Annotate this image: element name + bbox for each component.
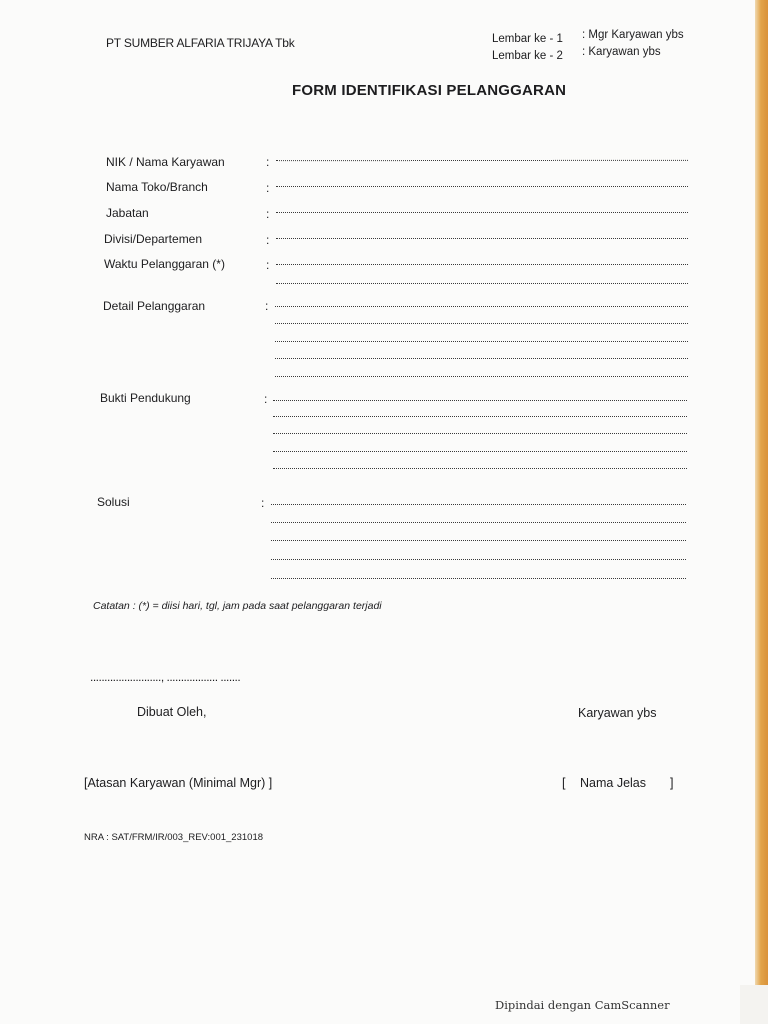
colon: : <box>264 392 268 406</box>
colon: : <box>266 207 270 221</box>
detail-input-line[interactable] <box>275 306 688 307</box>
bracket-open: [ <box>562 776 566 790</box>
divisi-input-line[interactable] <box>276 238 688 239</box>
detail-input-line[interactable] <box>275 341 688 342</box>
solusi-input-line[interactable] <box>271 504 686 505</box>
solusi-input-line[interactable] <box>271 522 686 523</box>
paper-edge <box>755 0 768 1024</box>
colon: : <box>265 299 269 313</box>
paper-edge-corner <box>740 985 768 1024</box>
copy-1-recipient: : Mgr Karyawan ybs <box>582 29 684 41</box>
copy-1-label: Lembar ke - 1 <box>492 33 563 45</box>
colon: : <box>266 233 270 247</box>
colon: : <box>261 496 265 510</box>
label-bukti: Bukti Pendukung <box>100 391 191 405</box>
colon: : <box>266 155 270 169</box>
scanner-watermark: Dipindai dengan CamScanner <box>495 998 670 1012</box>
bracket-close: ] <box>670 776 674 790</box>
detail-input-line[interactable] <box>275 376 688 377</box>
company-name: PT SUMBER ALFARIA TRIJAYA Tbk <box>106 36 295 50</box>
place-date-line[interactable]: ........................., .................. ....... <box>90 670 241 684</box>
bukti-input-line[interactable] <box>273 400 687 401</box>
supervisor-signature: [Atasan Karyawan (Minimal Mgr) ] <box>84 776 273 790</box>
bukti-input-line[interactable] <box>273 433 687 434</box>
label-toko: Nama Toko/Branch <box>106 180 208 194</box>
waktu-input-line[interactable] <box>276 264 688 265</box>
jabatan-input-line[interactable] <box>276 212 688 213</box>
employee-label: Karyawan ybs <box>578 706 657 720</box>
toko-input-line[interactable] <box>276 186 688 187</box>
copy-2-recipient: : Karyawan ybs <box>582 46 661 58</box>
bukti-input-line[interactable] <box>273 468 687 469</box>
solusi-input-line[interactable] <box>271 540 686 541</box>
label-solusi: Solusi <box>97 495 130 509</box>
solusi-input-line[interactable] <box>271 559 686 560</box>
label-nik: NIK / Nama Karyawan <box>106 155 225 169</box>
full-name-label: Nama Jelas <box>580 776 646 790</box>
bukti-input-line[interactable] <box>273 416 687 417</box>
bukti-input-line[interactable] <box>273 451 687 452</box>
form-title: FORM IDENTIFIKASI PELANGGARAN <box>292 82 567 99</box>
solusi-input-line[interactable] <box>271 578 686 579</box>
label-waktu: Waktu Pelanggaran (*) <box>104 257 225 271</box>
waktu-input-line[interactable] <box>276 283 688 284</box>
colon: : <box>266 258 270 272</box>
created-by-label: Dibuat Oleh, <box>137 705 207 719</box>
detail-input-line[interactable] <box>275 323 688 324</box>
label-divisi: Divisi/Departemen <box>104 232 203 246</box>
colon: : <box>266 181 270 195</box>
employee-signature <box>562 776 673 790</box>
detail-input-line[interactable] <box>275 358 688 359</box>
copy-2-label: Lembar ke - 2 <box>492 50 563 62</box>
document-code: NRA : SAT/FRM/IR/003_REV:001_231018 <box>84 832 264 843</box>
note: Catatan : (*) = diisi hari, tgl, jam pada saat pelanggaran terjadi <box>93 600 382 612</box>
label-jabatan: Jabatan <box>106 206 149 220</box>
label-detail: Detail Pelanggaran <box>103 299 206 313</box>
